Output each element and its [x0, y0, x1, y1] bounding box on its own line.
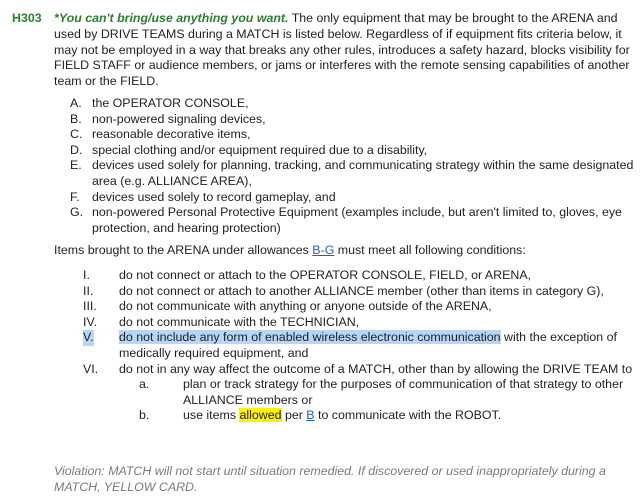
condition-item-iii — [54, 299, 634, 315]
sub-condition-a — [139, 377, 634, 408]
highlighted-word: allowed — [239, 408, 282, 423]
list-item-text: devices used solely for planning, tracking, and communicating strategy within the same designated area (e.g. ALLIANCE AREA), — [92, 158, 634, 188]
condition-item-v — [54, 330, 634, 361]
rule-number: H303 — [12, 11, 42, 25]
equipment-item-b — [54, 112, 634, 128]
list-item-text: plan or track strategy for the purposes of communication of that strategy to other ALLIANCE members or — [183, 377, 624, 407]
sub-condition-b — [139, 408, 634, 424]
equipment-list — [54, 96, 634, 236]
list-marker: C. — [70, 127, 83, 142]
list-marker: I. — [83, 268, 90, 282]
list-item-text-middle: per — [281, 408, 307, 423]
allowance-b-link[interactable]: B — [306, 408, 315, 423]
rule-intro-text: The only equipment that may be brought to the ARENA and used by DRIVE TEAMS during a MATCH is listed below. Regardless of if equipment fits criteria below, it may not be employed in a way that breaks any other rules, introduces a safety hazard, blocks visibility for FIELD STAFF or audience members, or jams or interferes with the remote sensing capabilities of another team or the FIELD. — [54, 11, 630, 89]
list-marker: b. — [139, 408, 150, 423]
list-item-text: do not in any way affect the outcome of a MATCH, other than by allowing the DRIVE TEAM to — [119, 361, 633, 376]
equipment-item-c — [54, 127, 634, 143]
condition-item-vi — [54, 362, 634, 424]
conditions-intro-text: Items brought to the ARENA under allowances — [54, 243, 313, 257]
list-marker: B. — [70, 111, 82, 126]
list-item-text: non-powered Personal Protective Equipment (examples include, but aren't limited to, gloves, eye protection, and hearing protection) — [92, 205, 622, 235]
highlighted-text: do not include any form of enabled wireless electronic communication — [119, 330, 501, 345]
list-item-text: devices used solely to record gameplay, and — [92, 189, 336, 204]
list-item-text: non-powered signaling devices, — [92, 111, 266, 126]
list-item-text: reasonable decorative items, — [92, 127, 251, 142]
list-marker: III. — [83, 299, 97, 314]
violation-note: Violation: MATCH will not start until situation remedied. If discovered or used inappropriately during a MATCH, YELLOW CARD. — [54, 464, 606, 494]
list-item-text: use items — [183, 408, 240, 423]
list-marker: D. — [70, 142, 83, 157]
list-marker: a. — [139, 377, 150, 392]
condition-item-i — [54, 268, 634, 284]
equipment-item-d — [54, 143, 634, 159]
list-item-text: do not communicate with the TECHNICIAN, — [119, 314, 360, 329]
list-item-text-end: to communicate with the ROBOT. — [314, 408, 502, 423]
condition-item-ii — [54, 284, 634, 300]
rule-summary: *You can't bring/use anything you want. — [54, 11, 289, 25]
rule-intro-paragraph — [54, 11, 634, 90]
conditions-list — [54, 268, 634, 424]
list-item-text: with the exception of medically required equipment, and — [119, 330, 617, 360]
conditions-intro-text-end: must meet all following conditions: — [334, 243, 526, 257]
list-item-text: the OPERATOR CONSOLE, — [92, 96, 249, 110]
condition-item-iv — [54, 315, 634, 331]
list-item-text: do not connect or attach to another ALLIANCE member (other than items in category G), — [119, 283, 604, 298]
conditions-intro — [54, 243, 634, 259]
sub-conditions-list — [119, 377, 634, 424]
equipment-item-g — [54, 205, 634, 236]
list-marker: G. — [70, 205, 84, 220]
equipment-item-e — [54, 158, 634, 189]
list-marker: E. — [70, 158, 82, 173]
list-marker: IV. — [83, 314, 98, 329]
list-item-text: do not communicate with anything or anyone outside of the ARENA, — [119, 299, 492, 314]
list-item-text: do not connect or attach to the OPERATOR CONSOLE, FIELD, or ARENA, — [119, 268, 532, 282]
list-item-text: special clothing and/or equipment required due to a disability, — [92, 142, 428, 157]
list-marker: V. — [83, 330, 94, 345]
equipment-item-f — [54, 190, 634, 206]
list-marker: II. — [83, 283, 94, 298]
list-marker: A. — [70, 96, 82, 110]
list-marker: F. — [70, 189, 80, 204]
equipment-item-a — [54, 96, 634, 112]
list-marker: VI. — [83, 361, 99, 376]
allowances-link[interactable]: B-G — [312, 243, 335, 257]
